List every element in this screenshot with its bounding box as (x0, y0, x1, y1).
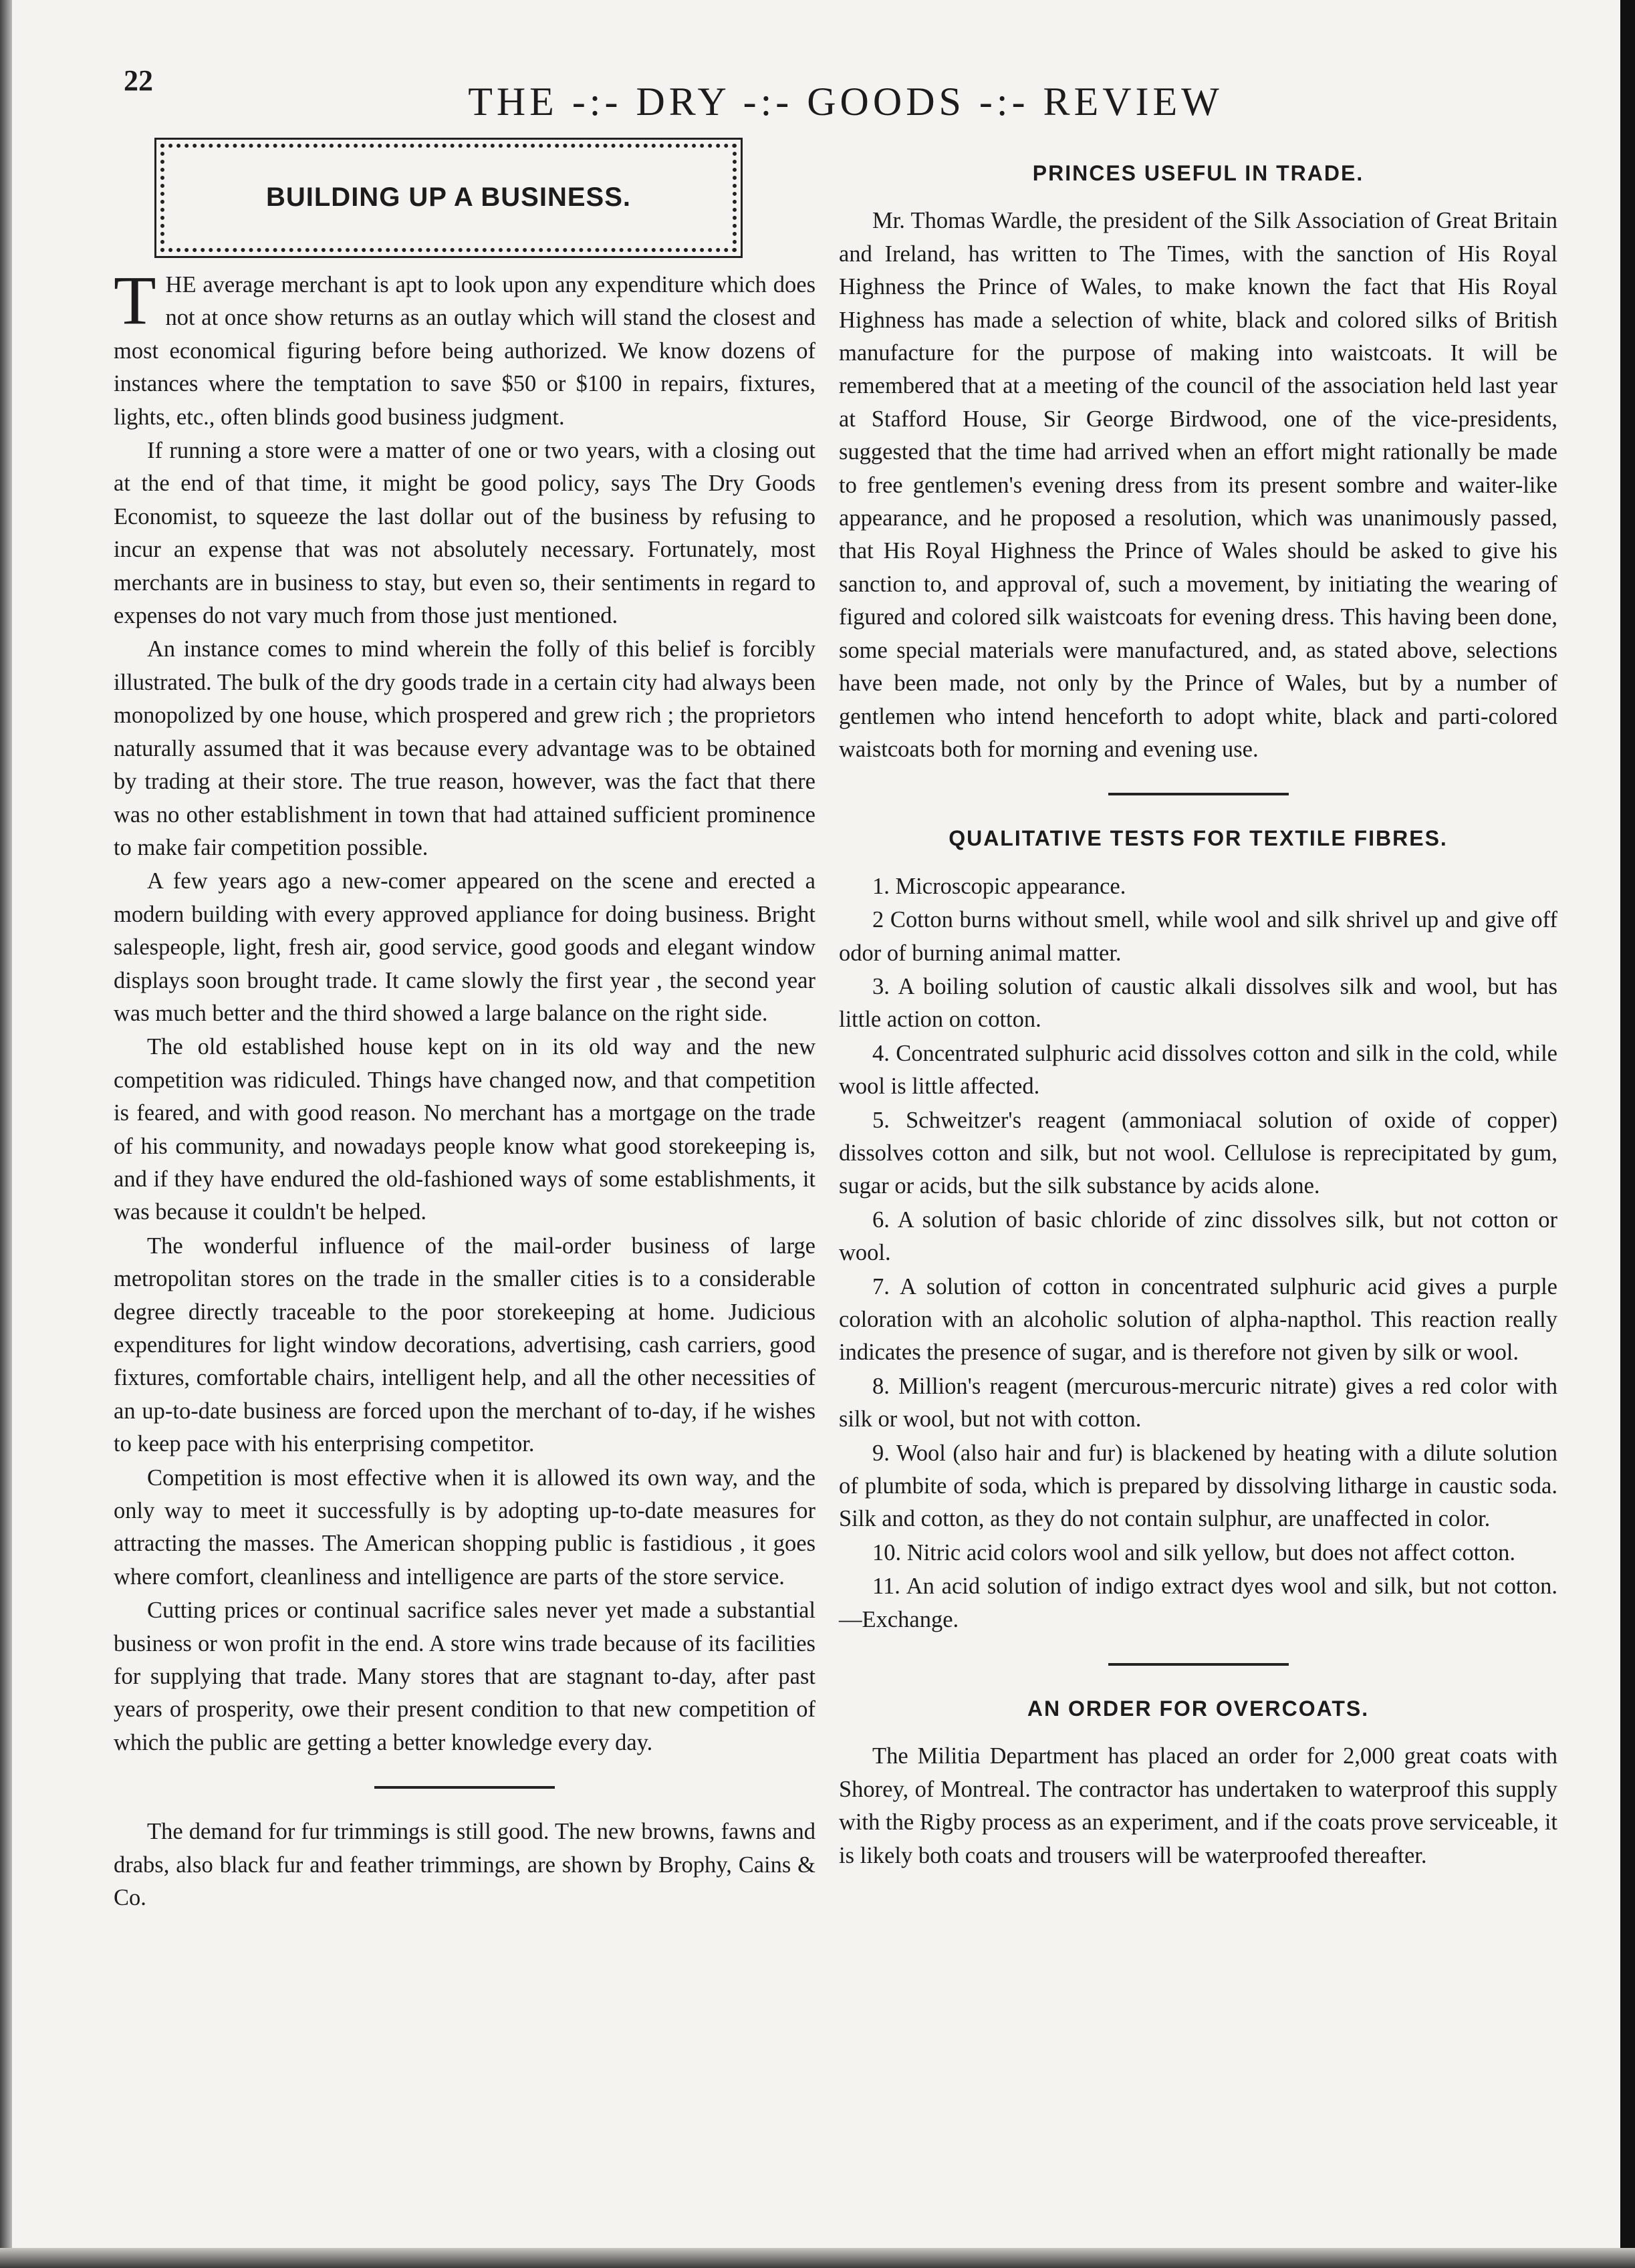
paragraph: If running a store were a matter of one or two years, with a closing out at the end of that time, it might be good policy, says The Dry Goods Economist, to squeeze the last dollar out of the business by refusing to incur an expense that was not absolutely necessary. Fortunately, most merchants are in business to stay, but even so, their sentiments in regard to expenses do not vary much from those just mentioned. (114, 438, 815, 629)
page-left-edge (0, 0, 12, 2268)
paragraph: The old established house kept on in its old way and the new competition was ridiculed. Things have changed now, and that competition is feared, and with good reason. No merchant has a mortgage on the trade of his community, and nowadays people know what good storekeeping is, and if they have endured the old-fashioned ways of some establishments, it was because it couldn't be helped. (114, 1034, 815, 1225)
list-item: 4. Concentrated sulphuric acid dissolves cotton and silk in the cold, while wool is little affected. (839, 1040, 1557, 1100)
paragraph: A few years ago a new-comer appeared on the scene and erected a modern building with every approved appliance for doing business. Bright salespeople, light, fresh air, good service, good goods and elegant window displays soon brought trade. It came slowly the first year , the second year was much better and the third showed a large balance on the right side. (114, 868, 815, 1026)
masthead: THE -:- DRY -:- GOODS -:- REVIEW (468, 80, 1223, 124)
left-column (114, 144, 815, 1916)
list-item: 6. A solution of basic chloride of zinc dissolves silk, but not cotton or wool. (839, 1207, 1557, 1266)
list-item: 7. A solution of cotton in concentrated sulphuric acid gives a purple coloration with an alcoholic solution of alpha-napthol. This reaction really indicates the presence of sugar, and is therefore not given by silk or wool. (839, 1273, 1557, 1366)
paragraph: Cutting prices or continual sacrifice sales never yet made a substantial business or won profit in the end. A store wins trade because of its facilities for supplying that trade. Many stores that are stagnant to-day, after past years of prosperity, owe their present condition to that new competition of which the public are getting a better knowledge every day. (114, 1598, 815, 1755)
fur-note: The demand for fur trimmings is still good. The new browns, fawns and drabs, also black fur and feather trimmings, are shown by Brophy, Cains & Co. (114, 1819, 815, 1911)
page-right-edge (1620, 0, 1635, 2268)
first-paragraph (114, 262, 815, 434)
section-divider (374, 1786, 555, 1789)
list-item: 8. Million's reagent (mercurous-mercuric nitrate) gives a red color with silk or wool, but not with cotton. (839, 1373, 1557, 1432)
list-item: 1. Microscopic appearance. (872, 873, 1126, 899)
list-item: 2 Cotton burns without smell, while wool and silk shrivel up and give off odor of burning animal matter. (839, 907, 1557, 966)
paragraph: Competition is most effective when it is allowed its own way, and the only way to meet it successfully is by adopting up-to-date measures for attracting the masses. The American shopping public is fastidious , it goes where comfort, cleanliness and intelligence are parts of the store service. (114, 1465, 815, 1590)
page-bottom-edge (0, 2248, 1635, 2268)
paragraph: An instance comes to mind wherein the folly of this belief is forcibly illustrated. The bulk of the dry goods trade in a certain city had always been monopolized by one house, which prospered and grew rich ; the proprietors naturally assumed that it was because every advantage was to be obtained by trading at their store. The true reason, however, was the fact that there was no other establishment in town that had attained sufficient prominence to make fair competition possible. (114, 636, 815, 860)
list-item: 3. A boiling solution of caustic alkali dissolves silk and wool, but has little action on cotton. (839, 973, 1557, 1033)
overcoats-body: The Militia Department has placed an order for 2,000 great coats with Shorey, of Montreal. The contractor has undertaken to waterproof this supply with the Rigby process as an experiment, and if the coats prove serviceable, it is likely both coats and trousers will be waterproofed thereafter. (839, 1743, 1557, 1868)
list-item: 11. An acid solution of indigo extract dyes wool and silk, but not cotton.—Exchange. (839, 1573, 1557, 1632)
section-divider (1108, 1663, 1289, 1666)
list-item: 5. Schweitzer's reagent (ammoniacal solution of oxide of copper) dissolves cotton and silk, but not wool. Cellulose is reprecipitated by gum, sugar or acids, but the silk substance by acids alone. (839, 1107, 1557, 1199)
paragraph: The wonderful influence of the mail-order business of large metropolitan stores on the trade in the smaller cities is to a considerable degree directly traceable to the poor storekeeping at home. Judicious expenditures for light window decorations, advertising, cash carriers, good fixtures, comfortable chairs, intelligent help, and all the other necessities of an up-to-date business are forced upon the merchant of to-day, if he wishes to keep pace with his enterprising competitor. (114, 1233, 815, 1457)
drop-cap: T (114, 262, 156, 339)
article-title: BUILDING UP A BUSINESS. (265, 182, 632, 213)
right-column (839, 157, 1557, 1873)
article-title-box (160, 144, 737, 252)
page-number: 22 (124, 64, 153, 97)
list-item: 9. Wool (also hair and fur) is blackened by heating with a dilute solution of plumbite of soda, which is prepared by dissolving litharge in caustic soda. Silk and cotton, as they do not contain sulphur, are unaffected in color. (839, 1440, 1557, 1532)
princes-body: Mr. Thomas Wardle, the president of the Silk Association of Great Britain and Ireland, has written to The Times, with the sanction of His Royal Highness the Prince of Wales, to make known the fact that His Royal Highness has made a selection of white, black and colored silks of British manufacture for the purpose of making into waistcoats. It will be remembered that at a meeting of the council of the association held last year at Stafford House, Sir George Birdwood, one of the vice-presidents, suggested that the time had arrived when an effort might rationally be made to free gentlemen's evening dress from its present sombre and waiter-like appearance, and he proposed a resolution, which was unanimously passed, that His Royal Highness the Prince of Wales should be asked to give his sanction to, and approval of, such a movement, by initiating the wearing of figured and colored silk waistcoats for evening dress. This having been done, some special materials were manufactured, and, as stated above, selections have been made, not only by the Prince of Wales, but by a number of gentlemen who intend henceforth to adopt white, black and parti-colored waistcoats both for morning and evening use. (839, 208, 1557, 762)
princes-heading: PRINCES USEFUL IN TRADE. (1032, 161, 1364, 185)
list-item: 10. Nitric acid colors wool and silk yellow, but does not affect cotton. (872, 1539, 1515, 1565)
tests-heading: QUALITATIVE TESTS FOR TEXTILE FIBRES. (949, 826, 1448, 851)
overcoats-heading: AN ORDER FOR OVERCOATS. (1027, 1696, 1370, 1721)
section-divider (1108, 793, 1289, 795)
first-paragraph-text: HE average merchant is apt to look upon any expenditure which does not at once show returns as an outlay which will stand the closest and most economical figuring before being authorized. We know dozens of instances where the temptation to save $50 or $100 in repairs, fixtures, lights, etc., often blinds good business judgment. (114, 272, 815, 430)
